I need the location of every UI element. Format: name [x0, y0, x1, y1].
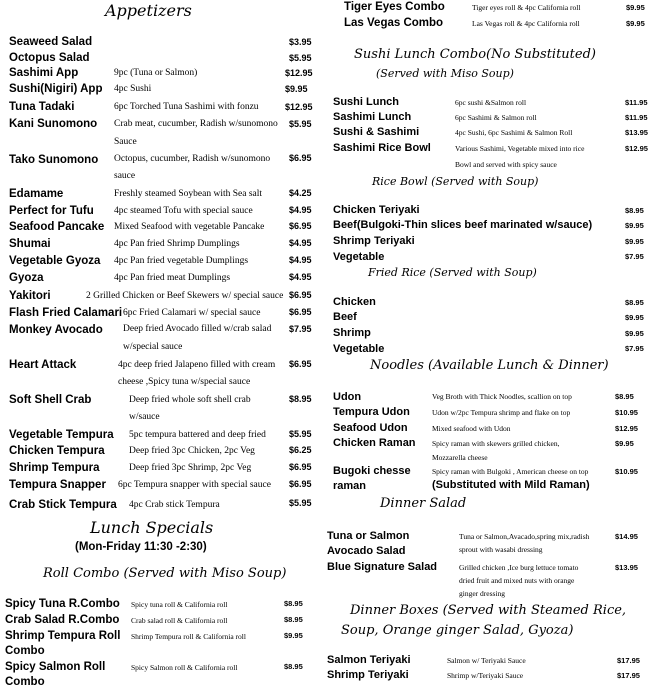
menu-item-price: $9.95: [625, 313, 644, 322]
menu-item-name: Sashimi App: [9, 67, 79, 79]
menu-item-price: $8.95: [284, 599, 303, 608]
menu-item-price: $5.95: [289, 53, 312, 63]
menu-item-name: Vegetable Tempura: [9, 429, 114, 441]
menu-item-desc: 4pc Pan fried Shrimp Dumplings: [114, 239, 240, 249]
menu-item-name: Blue Signature Salad: [327, 561, 438, 573]
menu-item-desc: Las Vegas roll & 4pc California roll: [472, 19, 580, 28]
sushi-lunch-subtitle: (Served with Miso Soup): [376, 67, 514, 80]
menu-item-desc: Crab meat, cucumber, Radish w/sunomono: [114, 119, 278, 129]
menu-item-price: $14.95: [615, 532, 638, 541]
menu-item-desc-cont: Sauce: [114, 137, 137, 147]
menu-item-price: $9.95: [285, 84, 308, 94]
menu-item-price: $6.95: [289, 153, 312, 163]
menu-item-price: $12.95: [625, 144, 648, 153]
menu-item-name: Chicken Teriyaki: [333, 204, 420, 216]
menu-item-desc: 4pc Crab stick Tempura: [129, 500, 220, 510]
menu-item-price: $8.95: [625, 298, 644, 307]
menu-item-name: Shrimp: [333, 327, 371, 339]
menu-item-name: Shrimp Tempura: [9, 462, 100, 474]
menu-item-price: $8.95: [625, 206, 644, 215]
menu-item-price: $8.95: [284, 662, 303, 671]
menu-item-price: $17.95: [617, 671, 640, 680]
menu-item-price: $13.95: [625, 128, 648, 137]
menu-item-price: $8.95: [289, 394, 312, 404]
menu-item-desc: 4pc Pan fried vegetable Dumplings: [114, 256, 249, 266]
lunch-hours: (Mon-Friday 11:30 -2:30): [75, 541, 207, 553]
menu-item-desc: 5pc tempura battered and deep fried: [129, 430, 266, 440]
menu-item-name-cont: raman: [333, 480, 367, 492]
menu-item-desc-cont: Mozzarella cheese: [432, 453, 488, 462]
menu-item-desc: Udon w/2pc Tempura shrimp and flake on top: [432, 408, 571, 417]
menu-item-name: Tempura Snapper: [9, 479, 106, 491]
dinner-salad-title: Dinner Salad: [380, 496, 467, 511]
menu-item-desc: Tuna or Salmon,Avacado,spring mix,radish: [459, 532, 590, 541]
menu-item-name: Octopus Salad: [9, 52, 90, 64]
menu-item-price: $4.95: [289, 238, 312, 248]
menu-item-name: Shrimp Teriyaki: [333, 235, 415, 247]
menu-item-price: $12.95: [615, 424, 638, 433]
menu-item-name: Vegetable Gyoza: [9, 255, 101, 267]
menu-item-price: $11.95: [625, 98, 648, 107]
menu-item-price: $3.95: [289, 37, 312, 47]
menu-item-price: $4.25: [289, 188, 312, 198]
menu-item-price: $6.95: [289, 462, 312, 472]
menu-item-name: Kani Sunomono: [9, 118, 98, 130]
menu-item-name: Chicken: [333, 296, 376, 308]
dinner-boxes-title-cont: Soup, Orange ginger Salad, Gyoza): [341, 623, 574, 638]
menu-item-desc: Grilled chicken ,Ice burg lettuce tomato: [459, 563, 579, 572]
menu-item-desc: 6pc Fried Calamari w/ special sauce: [123, 308, 261, 318]
menu-item-name: Perfect for Tufu: [9, 205, 94, 217]
menu-item-name: Las Vegas Combo: [344, 17, 444, 29]
menu-item-desc-cont: ginger dressing: [459, 589, 506, 598]
menu-item-name: Udon: [333, 391, 362, 403]
menu-item-price: $9.95: [625, 221, 644, 230]
menu-item-desc: Shrimp w/Teriyaki Sauce: [447, 671, 524, 680]
menu-item-name: Shrimp Tempura Roll: [5, 630, 121, 642]
menu-item-price: $11.95: [625, 113, 648, 122]
menu-item-name: Sushi & Sashimi: [333, 126, 420, 138]
menu-item-price: $4.95: [289, 205, 312, 215]
substituted-note: (Substituted with Mild Raman): [432, 479, 590, 491]
menu-item-name: Beef(Bulgoki-Thin slices beef marinated w/sauce): [333, 219, 593, 231]
menu-item-desc-cont: dried fruit and mixed nuts with orange: [459, 576, 575, 585]
menu-item-price: $5.95: [289, 498, 312, 508]
appetizers-title: Appetizers: [105, 1, 192, 20]
menu-item-desc: Octopus, cucumber, Radish w/sunomono: [114, 154, 271, 164]
menu-item-price: $6.95: [289, 290, 312, 300]
menu-item-name: Edamame: [9, 188, 64, 200]
menu-item-name: Sashimi Lunch: [333, 111, 412, 123]
menu-item-price: $8.95: [284, 615, 303, 624]
menu-item-desc: 6pc Torched Tuna Sashimi with fonzu: [114, 102, 259, 112]
menu-item-name: Beef: [333, 311, 357, 323]
menu-item-price: $12.95: [285, 102, 313, 112]
menu-item-desc: Shrimp Tempura roll & California roll: [131, 632, 246, 641]
menu-item-price: $6.95: [289, 307, 312, 317]
menu-item-name: Seafood Pancake: [9, 221, 105, 233]
menu-item-price: $9.95: [626, 3, 645, 12]
menu-item-desc-cont: w/sauce: [129, 412, 160, 422]
menu-item-price: $9.95: [284, 631, 303, 640]
menu-item-name: Monkey Avocado: [9, 324, 103, 336]
lunch-specials-title: Lunch Specials: [90, 518, 214, 537]
menu-item-name: Heart Attack: [9, 359, 77, 371]
fried-rice-title: Fried Rice (Served with Soup): [368, 266, 537, 279]
menu-item-desc: 6pc sushi &Salmon roll: [455, 98, 527, 107]
menu-item-name: Chicken Tempura: [9, 445, 105, 457]
menu-item-name: Sushi(Nigiri) App: [9, 83, 103, 95]
menu-item-name: Seafood Udon: [333, 422, 408, 434]
menu-item-name: Tiger Eyes Combo: [344, 1, 445, 13]
noodles-title: Noodles (Available Lunch & Dinner): [370, 358, 609, 373]
menu-item-price: $13.95: [615, 563, 638, 572]
menu-item-name: Sashimi Rice Bowl: [333, 142, 431, 154]
menu-item-name: Tempura Udon: [333, 406, 410, 418]
menu-item-name: Flash Fried Calamari: [9, 307, 123, 319]
menu-item-price: $10.95: [615, 467, 638, 476]
menu-item-desc: 6pc Tempura snapper with special sauce: [118, 480, 271, 490]
menu-item-desc: 4pc steamed Tofu with special sauce: [114, 206, 253, 216]
menu-item-desc: 4pc Sushi: [114, 84, 152, 94]
menu-item-desc: 4pc deep fried Jalapeno filled with cream: [118, 360, 276, 370]
menu-item-name: Spicy Tuna R.Combo: [5, 598, 120, 610]
menu-item-name: Vegetable: [333, 251, 385, 263]
menu-item-desc: Mixed Seafood with vegetable Pancake: [114, 222, 265, 232]
menu-item-name-cont: Avocado Salad: [327, 545, 406, 557]
menu-item-name: Spicy Salmon Roll: [5, 661, 106, 673]
menu-item-price: $7.95: [289, 324, 312, 334]
menu-item-name: Chicken Raman: [333, 437, 416, 449]
menu-item-name: Tuna or Salmon: [327, 530, 410, 542]
menu-item-desc: Spicy Salmon roll & California roll: [131, 663, 238, 672]
menu-item-desc: 4pc Sushi, 6pc Sashimi & Salmon Roll: [455, 128, 573, 137]
menu-item-desc: Spicy raman with skewers grilled chicken,: [432, 439, 560, 448]
menu-item-desc: Spicy raman with Bulgoki , American cheese on top: [432, 467, 589, 476]
menu-item-price: $9.95: [625, 237, 644, 246]
dinner-boxes-title: Dinner Boxes (Served with Steamed Rice,: [350, 603, 627, 618]
menu-item-name: Vegetable: [333, 343, 385, 355]
menu-item-price: $5.95: [289, 429, 312, 439]
menu-item-desc: Spicy tuna roll & California roll: [131, 600, 228, 609]
menu-item-price: $6.95: [289, 359, 312, 369]
menu-item-name: Salmon Teriyaki: [327, 654, 411, 666]
menu-item-desc: Various Sashimi, Vegetable mixed into rice: [455, 144, 585, 153]
menu-item-price: $5.95: [289, 119, 312, 129]
menu-item-price: $6.95: [289, 479, 312, 489]
menu-item-price: $10.95: [615, 408, 638, 417]
menu-item-desc: Deep fried 3pc Shrimp, 2pc Veg: [129, 463, 252, 473]
menu-item-price: $9.95: [615, 439, 634, 448]
menu-item-desc: 6pc Sashimi & Salmon roll: [455, 113, 537, 122]
menu-item-name: Shrimp Teriyaki: [327, 669, 409, 681]
menu-item-desc-cont: sauce: [114, 171, 136, 181]
menu-item-name: Crab Salad R.Combo: [5, 614, 120, 626]
menu-item-desc: 4pc Pan fried meat Dumplings: [114, 273, 231, 283]
menu-item-name: Shumai: [9, 238, 51, 250]
menu-item-name: Soft Shell Crab: [9, 394, 92, 406]
menu-item-desc: Deep fried whole soft shell crab: [129, 395, 251, 405]
menu-item-price: $8.95: [615, 392, 634, 401]
menu-item-name: Bugoki chesse: [333, 465, 411, 477]
menu-item-name-cont: Combo: [5, 676, 45, 688]
menu-item-price: $17.95: [617, 656, 640, 665]
menu-item-price: $4.95: [289, 255, 312, 265]
menu-item-name: Sushi Lunch: [333, 96, 399, 108]
menu-item-desc: Mixed seafood with Udon: [432, 424, 511, 433]
menu-item-name: Seaweed Salad: [9, 36, 93, 48]
menu-item-price: $7.95: [625, 344, 644, 353]
roll-combo-title: Roll Combo (Served with Miso Soup): [43, 566, 287, 581]
menu-item-name-cont: Combo: [5, 645, 45, 657]
menu-item-price: $6.95: [289, 221, 312, 231]
menu-item-desc: 2 Grilled Chicken or Beef Skewers w/ special sauce: [86, 291, 284, 301]
menu-item-name: Tuna Tadaki: [9, 101, 75, 113]
menu-item-price: $4.95: [289, 272, 312, 282]
menu-item-desc: Tiger eyes roll & 4pc California roll: [472, 3, 581, 12]
menu-item-desc: Deep fried 3pc Chicken, 2pc Veg: [129, 446, 255, 456]
rice-bowl-title: Rice Bowl (Served with Soup): [372, 175, 539, 188]
menu-item-desc: Salmon w/ Teriyaki Sauce: [447, 656, 526, 665]
menu-item-price: $9.95: [625, 329, 644, 338]
menu-item-price: $7.95: [625, 252, 644, 261]
menu-item-desc-cont: cheese ,Spicy tuna w/special sauce: [118, 377, 251, 387]
menu-item-desc: Freshly steamed Soybean with Sea salt: [114, 189, 263, 199]
menu-item-desc-cont: Bowl and served with spicy sauce: [455, 160, 557, 169]
menu-item-name: Crab Stick Tempura: [9, 499, 117, 511]
menu-item-name: Tako Sunomono: [9, 154, 99, 166]
menu-item-price: $12.95: [285, 68, 313, 78]
menu-item-price: $9.95: [626, 19, 645, 28]
menu-item-desc: Veg Broth with Thick Noodles, scallion on top: [432, 392, 572, 401]
sushi-lunch-title: Sushi Lunch Combo(No Substituted): [354, 47, 596, 62]
menu-item-desc: Deep fried Avocado filled w/crab salad: [123, 324, 272, 334]
menu-item-price: $6.25: [289, 445, 312, 455]
menu-item-name: Gyoza: [9, 272, 44, 284]
menu-item-desc-cont: w/special sauce: [123, 342, 183, 352]
menu-item-desc: 9pc (Tuna or Salmon): [114, 68, 198, 78]
menu-item-desc: Crab salad roll & California roll: [131, 616, 228, 625]
menu-item-name: Yakitori: [9, 290, 51, 302]
menu-item-desc-cont: sprout with wasabi dressing: [459, 545, 543, 554]
